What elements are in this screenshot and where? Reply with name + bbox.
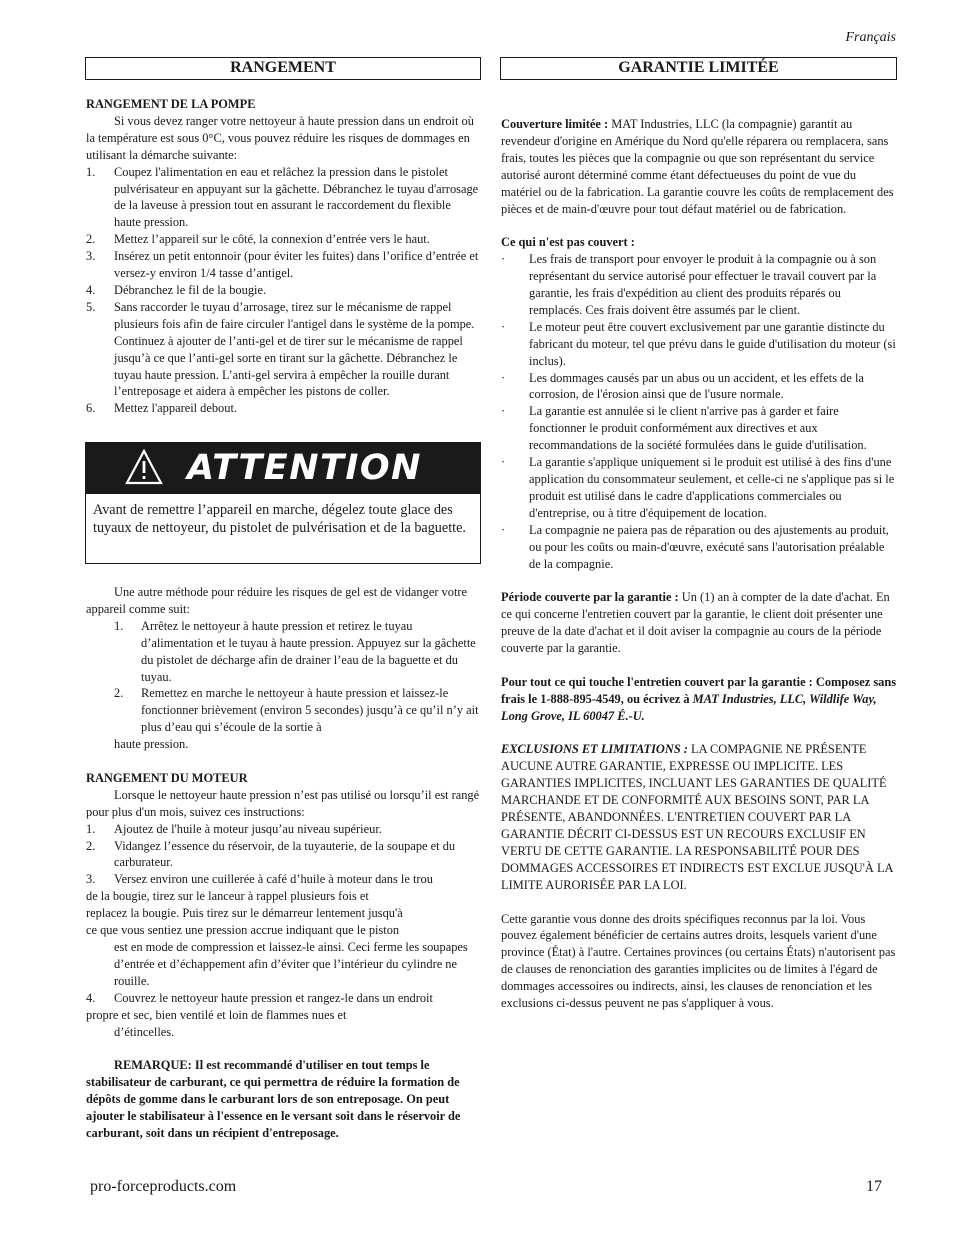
list-item: · La garantie est annulée si le client n'arrive pas à garder et faire fonctionner le produit conformément aux directives et aux recommandations de la société formulées dans le guide d'utilisation. (501, 404, 867, 453)
section-heading-rangement: RANGEMENT (85, 57, 481, 80)
list-item: 1. Arrêtez le nettoyeur à haute pression et retirez le tuyau d’alimentation et le tuyau à haute pression. Appuyez sur la gâchette du pistolet de décharge afin de drainer l’eau de la baguette et du tuyau. (114, 618, 476, 684)
list-item: · La compagnie ne paiera pas de réparation ou des ajustements au produit, ou pour les coûts ou main-d'œuvre, exécuté sans l'autorisation préalable de la compagnie. (501, 522, 889, 571)
attention-box (85, 442, 481, 564)
list-item-line: de la bougie, tirez sur le lanceur à rappel plusieurs fois et (86, 889, 369, 904)
list-item-line: propre et sec, bien ventilé et loin de flammes nues et (86, 1007, 347, 1022)
pump-storage-title: RANGEMENT DE LA POMPE (86, 97, 256, 111)
pump-storage-section (86, 96, 480, 417)
engine-storage-intro: Lorsque le nettoyeur haute pression n’est pas utilisé ou lorsqu’il est rangé pour plus d'un mois, suivez ces instructions: (86, 787, 480, 819)
coverage-period-paragraph: Période couverte par la garantie : Un (1) an à compter de la date d'achat. En ce qui concerne l'entretien couvert par la garantie, le client doit présenter une preuve de la date d'achat et il doit aviser la compagnie au cours de la période couverte par la garantie. (501, 590, 890, 656)
list-item: 6. Mettez l'appareil debout. (86, 401, 237, 416)
coverage-paragraph: Couverture limitée : MAT Industries, LLC (la compagnie) garantit au revendeur d'origine en Amérique du Nord qu'elle réparera ou remplacera, sans frais, toutes les pièces que la compagnie ou que son représentant du service autorisé auront déterminé comme étant défectueuses du point de vue du matériel ou de la fabrication. La garantie couvre les coûts de remplacement des pièces et de main-d'œuvre pour tout défaut matériel ou de fabrication. (501, 117, 894, 216)
list-item: 2. Vidangez l’essence du réservoir, de la tuyauterie, de la soupape et du carburateur. (86, 838, 456, 870)
list-item: 5. Sans raccorder le tuyau d’arrosage, tirez sur le mécanisme de rappel plusieurs fois afin de faire circuler l'antigel dans le système de la pompe. Continuez à ajouter de l’anti-gel et de tirer sur le mécanisme de rappel jusqu’à ce que l’anti-gel sorte en tirant sur la gâchette. Débranchez le tuyau haute pression. L’anti-gel servira à empêcher la rouille durant l’entreposage et aidera à empêcher les pistons de coller. (86, 299, 475, 399)
exclusions-paragraph: EXCLUSIONS ET LIMITATIONS : LA COMPAGNIE NE PRÉSENTE AUCUNE AUTRE GARANTIE, EXPRESSE OU IMPLICITE. LES GARANTIES IMPLICITES, INCLUANT LES GARANTIES DE QUALITÉ MARCHANDE ET DE CONFORMITÉ AUX BESOINS SONT, PAR LA PRÉSENTE, ABANDONNÉES. L'ENTRETIEN COUVERT PAR LA GARANTIE DÉCRIT CI-DESSUS EST UN RECOURS EXCLUSIF EN VERTU DE CETTE GARANTIE. LA RESPONSABILITÉ POUR DES DOMMAGES ACCESSOIRES ET INDIRECTS EST EXCLUE JUSQU'À LA LIMITE AURORISÉE PAR LA LOI. (501, 742, 893, 892)
list-item: · Le moteur peut être couvert exclusivement par une garantie distincte du fabricant du moteur, tel que prévu dans le guide d'utilisation du moteur (si inclus). (501, 319, 896, 368)
warning-triangle-icon (125, 449, 163, 485)
alternate-method-intro: Une autre méthode pour réduire les risques de gel est de vidanger votre appareil comme suit: (86, 585, 468, 616)
legal-rights-paragraph: Cette garantie vous donne des droits spécifiques reconnus par la loi. Vous pouvez également bénéficier de certains autres droits, lesquels varient d'une province (État) à l'autre. Certaines provinces (ou certains États) n'autorisent pas de clauses de renonciation des garanties implicites ou de limites à l'égard de dommages accessoires ou indirects, ainsi, les clauses de renonciation et les exclusions ci-dessus peuvent ne pas s'appliquer à vous. (501, 911, 896, 1011)
alternate-method-section (86, 584, 480, 1142)
list-item: 3. Versez environ une cuillerée à café d’huile à moteur dans le trou (86, 872, 433, 887)
list-item: · La garantie s'applique uniquement si le produit est utilisé à des fins d'une application du consommateur seulement, et celle-ci ne s'applique pas si le produit est utilisé dans le cadre d'applications commerciales ou d'entreprise, ou à titre d'équipement de location. (501, 455, 895, 520)
list-item-continuation: haute pression. (114, 737, 189, 752)
fuel-stabilizer-note: REMARQUE: Il est recommandé d'utiliser en tout temps le stabilisateur de carburant, ce qui permettra de réduire la formation de dépôts de gomme dans le carburant lors de son entreposage. On peut ajouter le stabilisateur à l'essence en le versant soit dans le réservoir de carburant, soit dans un récipient d'entreposage. (86, 1058, 461, 1140)
list-item: 4. Débranchez le fil de la bougie. (86, 282, 267, 297)
list-item-line: ce que vous sentiez une pression accrue indiquant que le piston (86, 923, 400, 938)
list-item-line: replacez la bougie. Puis tirez sur le démarreur lentement jusqu'à (86, 906, 403, 921)
warranty-section (501, 116, 897, 1012)
list-item: · Les dommages causés par un abus ou un accident, et les effets de la corrosion, de l'érosion ainsi que de l'usure normale. (501, 370, 864, 402)
attention-title: ATTENTION (187, 448, 422, 488)
list-item-continuation: d’étincelles. (114, 1024, 175, 1039)
page-number: 17 (866, 1178, 882, 1195)
attention-text: Avant de remettre l’appareil en marche, dégelez toute glace des tuyaux de nettoyeur, du pistolet de pulvérisation et de la baguette. (85, 494, 481, 564)
section-heading-garantie: GARANTIE LIMITÉE (500, 57, 897, 80)
list-item: 3. Insérez un petit entonnoir (pour éviter les fuites) dans l’orifice d’entrée et versez-y environ 1/4 tasse d’antigel. (86, 249, 479, 281)
list-item: 1. Coupez l'alimentation en eau et relâchez la pression dans le pistolet pulvérisateur en appuyant sur la gâchette. Débranchez le tuyau d'arrosage de la laveuse à pression tout en assurant le raccordement du flexible haute pression. (86, 164, 479, 230)
attention-banner (85, 442, 481, 494)
list-item: 4. Couvrez le nettoyeur haute pression et rangez-le dans un endroit (86, 990, 433, 1005)
not-covered-title: Ce qui n'est pas couvert : (501, 235, 635, 250)
list-item: 2. Mettez l’appareil sur le côté, la connexion d’entrée vers le haut. (86, 232, 430, 247)
list-item-continuation: est en mode de compression et laissez-le ainsi. Ceci ferme les soupapes d’entrée et d’échappement afin d’éviter que l’intérieur du cylindre ne rouille. (114, 940, 468, 988)
list-item: · Les frais de transport pour envoyer le produit à la compagnie ou à son représentant du service autorisé pour effectuer le travail couvert par la garantie, les frais d'expédition au client des produits réparés ou remplacés. Ces frais doivent être assumés par le client. (501, 252, 877, 317)
pump-storage-intro: Si vous devez ranger votre nettoyeur à haute pression dans un endroit où la température est sous 0°C, vous pouvez réduire les risques de dommages en utilisant la démarche suivante: (86, 113, 474, 162)
website-link[interactable]: pro-forceproducts.com (90, 1178, 237, 1195)
service-contact-paragraph: Pour tout ce qui touche l'entretien couvert par la garantie : Composez sans frais le 1-888-895-4549, ou écrivez à MAT Industries, LLC, Wildlife Way, Long Grove, IL 60047 É.-U. (501, 674, 897, 723)
engine-storage-title: RANGEMENT DU MOTEUR (86, 770, 248, 785)
list-item: 1. Ajoutez de l'huile à moteur jusqu’au niveau supérieur. (86, 821, 382, 836)
language-label: Français (845, 30, 896, 45)
list-item: 2. Remettez en marche le nettoyeur à haute pression et laissez-le fonctionner brièvement (environ 5 secondes) jusqu’à ce qu’il n’y ait plus d’eau qui s’écoule de la sortie à (114, 686, 479, 735)
